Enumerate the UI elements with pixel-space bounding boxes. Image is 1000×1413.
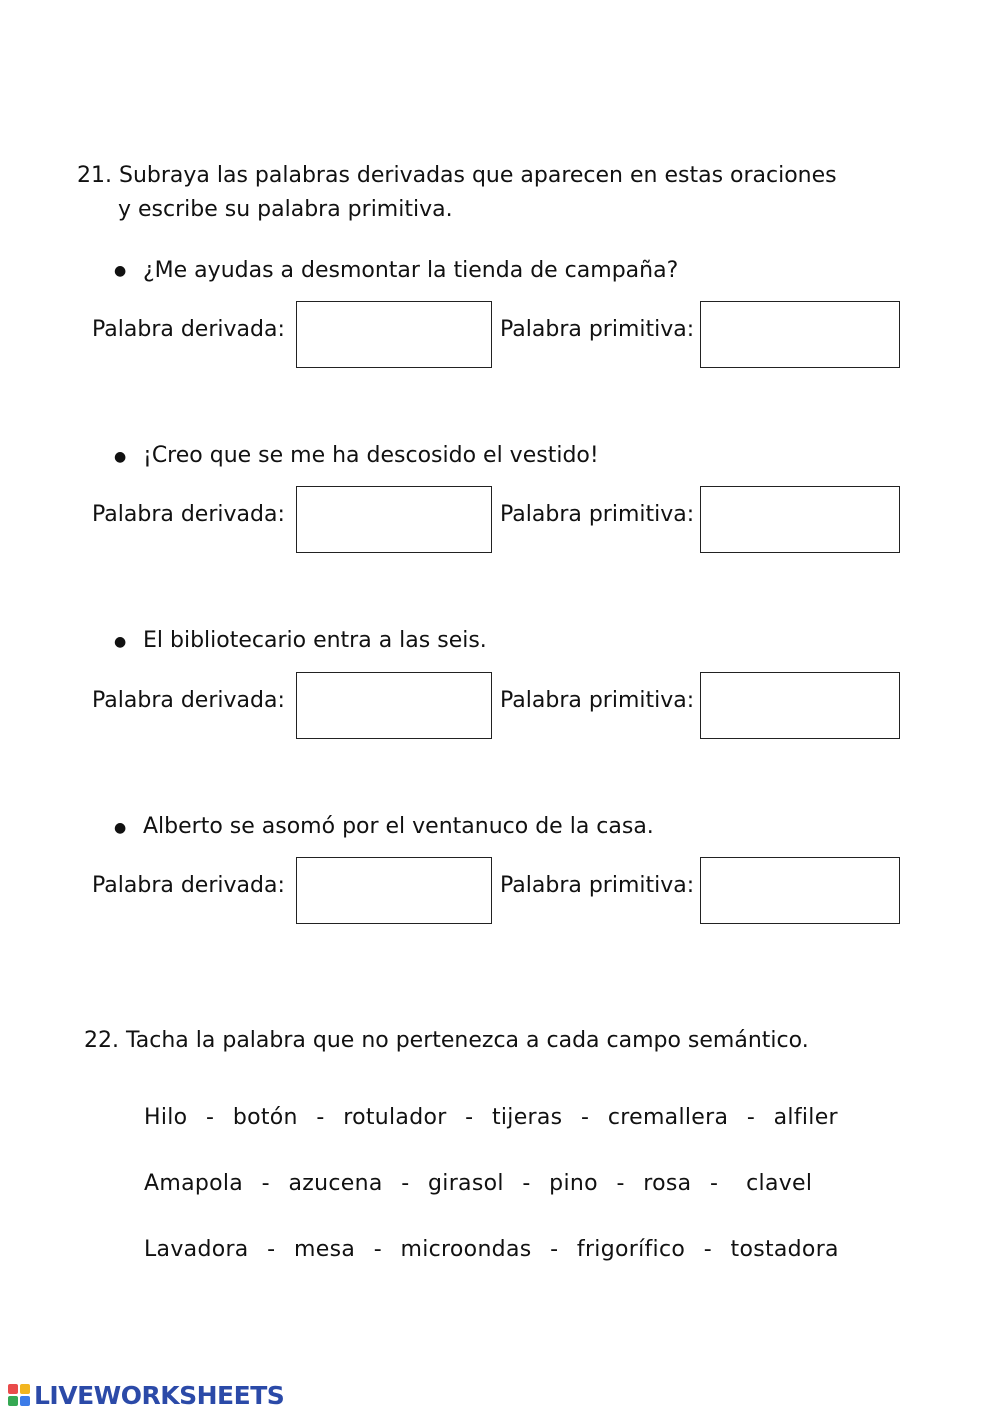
- derived-word-input[interactable]: [296, 301, 492, 368]
- exercise-21-title: 21. Subraya las palabras derivadas que aparecen en estas oraciones: [77, 163, 837, 188]
- primitive-word-input[interactable]: [700, 301, 900, 368]
- liveworksheets-brand: LIVEWORKSHEETS: [34, 1381, 285, 1410]
- exercise-21-subtitle: y escribe su palabra primitiva.: [118, 197, 453, 222]
- primitive-label: Palabra primitiva:: [500, 317, 695, 342]
- liveworksheets-logo-icon: [8, 1384, 32, 1408]
- derived-word-input[interactable]: [296, 857, 492, 924]
- bullet-icon: ●: [114, 634, 127, 650]
- word-row-2[interactable]: Amapola - azucena - girasol - pino - rosa - clavel: [144, 1171, 813, 1196]
- word-row-3[interactable]: Lavadora - mesa - microondas - frigorífico - tostadora: [144, 1237, 839, 1262]
- sentence-1: ¿Me ayudas a desmontar la tienda de campaña?: [143, 258, 679, 283]
- sentence-3: El bibliotecario entra a las seis.: [143, 628, 487, 653]
- derived-label: Palabra derivada:: [92, 317, 285, 342]
- derived-word-input[interactable]: [296, 672, 492, 739]
- derived-label: Palabra derivada:: [92, 502, 285, 527]
- primitive-label: Palabra primitiva:: [500, 688, 695, 713]
- derived-label: Palabra derivada:: [92, 873, 285, 898]
- bullet-icon: ●: [114, 820, 127, 836]
- exercise-22-title: 22. Tacha la palabra que no pertenezca a cada campo semántico.: [84, 1028, 809, 1053]
- sentence-4: Alberto se asomó por el ventanuco de la casa.: [143, 814, 654, 839]
- word-row-1[interactable]: Hilo - botón - rotulador - tijeras - cremallera - alfiler: [144, 1105, 838, 1130]
- bullet-icon: ●: [114, 263, 127, 279]
- primitive-label: Palabra primitiva:: [500, 502, 695, 527]
- primitive-word-input[interactable]: [700, 857, 900, 924]
- liveworksheets-logo: [8, 1381, 284, 1410]
- bullet-icon: ●: [114, 449, 127, 465]
- derived-label: Palabra derivada:: [92, 688, 285, 713]
- primitive-label: Palabra primitiva:: [500, 873, 695, 898]
- sentence-2: ¡Creo que se me ha descosido el vestido!: [143, 443, 599, 468]
- primitive-word-input[interactable]: [700, 486, 900, 553]
- derived-word-input[interactable]: [296, 486, 492, 553]
- primitive-word-input[interactable]: [700, 672, 900, 739]
